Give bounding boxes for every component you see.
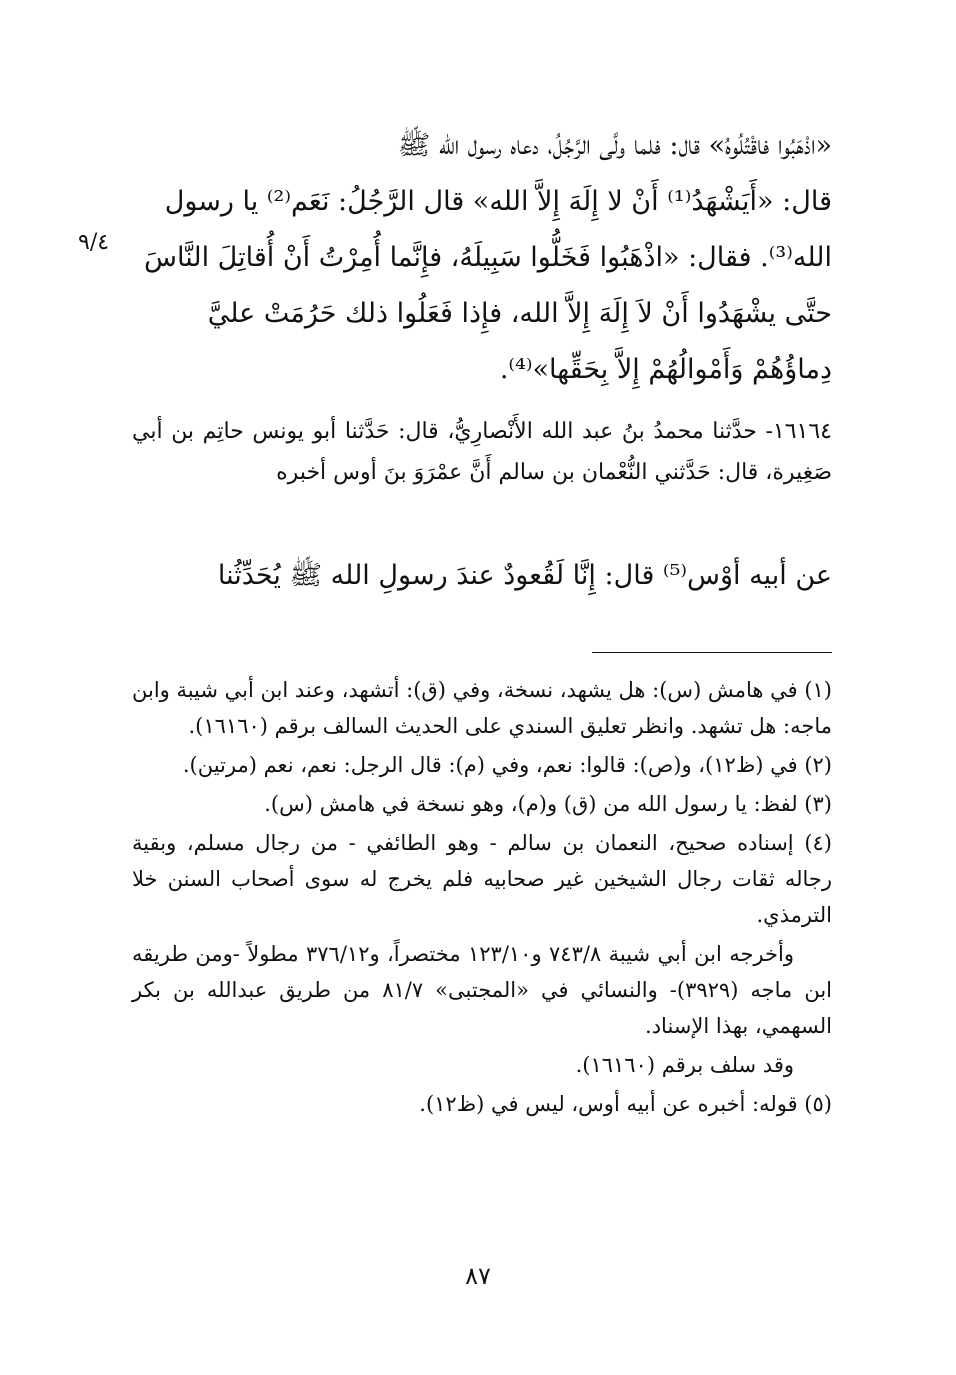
footnote: وقد سلف برقم (١٦١٦٠). [575, 1053, 794, 1077]
margin-reference: ٩/٤ [78, 230, 110, 255]
hadith-line: قال: «أَيَشْهَدُ⁽¹⁾ أَنْ لا إِلَهَ إِلاَّ الله» قال الرَّجُلُ: نَعَم⁽²⁾ يا رسول [164, 186, 832, 217]
isnad-text: ١٦١٦٤- حدَّثنا محمدُ بنُ عبد الله الأَنْصارِيُّ، قال: حَدَّثنا أبو يونس حاتِم بن أبي صَغِيرة، قال: حَدَّثني النُّعْمان بن سالم أَنَّ عمْرَوَ بنَ أوس أخبره [132, 419, 832, 485]
hadith-line: حتَّى يشْهَدُوا أَنْ لاَ إِلَهَ إِلاَّ الله، فإِذا فَعَلُوا ذلك حَرُمَتْ عليَّ [207, 298, 832, 329]
hadith-text [132, 118, 832, 398]
footnote-separator [592, 652, 832, 653]
footnote: (٥) قوله: أخبره عن أبيه أوس، ليس في (ظ١٢). [419, 1092, 832, 1116]
hadith-continuation [132, 548, 832, 604]
page-number: ٨٧ [465, 1262, 491, 1290]
footnote: وأخرجه ابن أبي شيبة ٧٤٣/٨ و١٢٣/١٠ مختصراً، و٣٧٦/١٢ مطولاً -ومن طريقه ابن ماجه (٣٩٢٩)- والنسائي في «المجتبى» ٨١/٧ من طريق عبدالله بن بكر السهمي، بهذا الإسناد. [132, 942, 832, 1038]
footnote: (٣) لفظ: يا رسول الله من (ق) و(م)، وهو نسخة في هامش (س). [264, 792, 832, 816]
footnote: (١) في هامش (س): هل يشهد، نسخة، وفي (ق): أتشهد، وعند ابن أبي شيبة وابن ماجه: هل تشهد. وانظر تعليق السندي على الحديث السالف برقم (١٦١٦٠). [131, 678, 832, 738]
hadith-line: «اذْهَبُوا فاقْتُلُوهُ» قال: فلما ولَّى الرَّجُلُ، دعاه رسول الله ﷺ [397, 130, 832, 161]
footnote: (٤) إسناده صحيح، النعمان بن سالم - وهو الطائفي - من رجال مسلم، وبقية رجاله ثقات رجال الشيخين غير صحابيه فلم يخرج له سوى أصحاب السنن خلا الترمذي. [132, 831, 832, 927]
isnad-16164 [132, 411, 832, 493]
hadith-line: دِماؤُهُمْ وَأَمْوالُهُمْ إِلاَّ بِحَقِّها»⁽⁴⁾. [499, 354, 832, 385]
footnotes [132, 672, 832, 1125]
continuation-line: عن أبيه أوْس⁽⁵⁾ قال: إِنَّا لَقُعودٌ عندَ رسولِ الله ﷺ يُحَدِّثُنا [217, 560, 832, 591]
hadith-line: الله⁽³⁾. فقال: «اذْهَبُوا فَخَلُّوا سَبِيلَهُ، فإِنَّما أُمِرْتُ أَنْ أُقاتِلَ النَّاسَ [144, 242, 832, 273]
footnote: (٢) في (ظ١٢)، و(ص): قالوا: نعم، وفي (م): قال الرجل: نعم، نعم (مرتين). [182, 753, 832, 777]
